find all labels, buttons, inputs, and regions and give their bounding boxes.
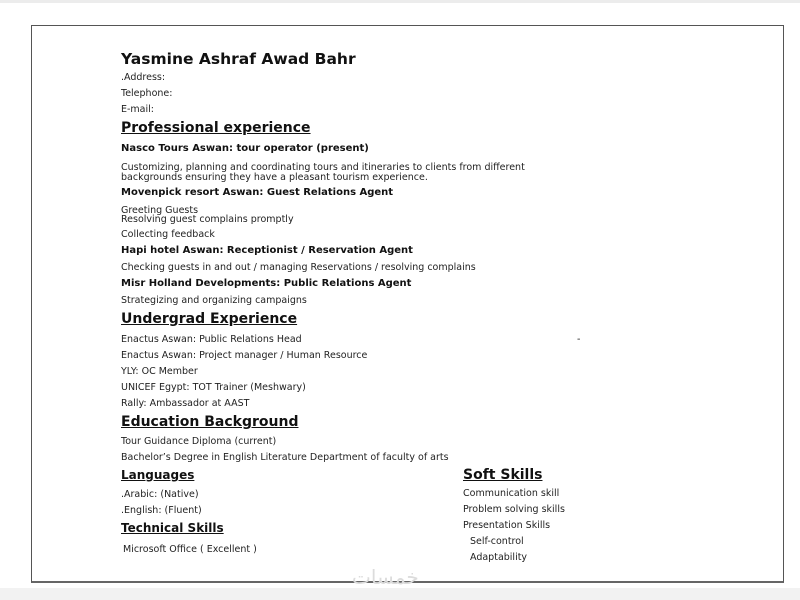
undergrad-item: Rally: Ambassador at AAST xyxy=(121,398,250,409)
dash-mark: - xyxy=(577,334,581,345)
undergrad-item: YLY: OC Member xyxy=(121,366,198,377)
soft-skill-item: Self-control xyxy=(470,536,524,547)
technical-item: Microsoft Office ( Excellent ) xyxy=(123,544,257,555)
job-title: Nasco Tours Aswan: tour operator (present) xyxy=(121,143,369,154)
bottom-band xyxy=(0,588,800,600)
job-line: Checking guests in and out / managing Reservations / resolving complains xyxy=(121,262,476,273)
watermark-logo: خمسات xyxy=(352,565,419,589)
undergrad-item: Enactus Aswan: Project manager / Human Resource xyxy=(121,350,368,361)
telephone-label: Telephone: xyxy=(121,88,173,99)
education-item: Bachelor’s Degree in English Literature Department of faculty of arts xyxy=(121,452,449,463)
job-line: Collecting feedback xyxy=(121,229,215,240)
job-title: Misr Holland Developments: Public Relations Agent xyxy=(121,278,412,289)
job-title: Movenpick resort Aswan: Guest Relations Agent xyxy=(121,187,394,198)
soft-skills-heading: Soft Skills xyxy=(463,467,543,483)
undergrad-heading: Undergrad Experience xyxy=(121,311,298,327)
undergrad-item: UNICEF Egypt: TOT Trainer (Meshwary) xyxy=(121,382,306,393)
job-line: backgrounds ensuring they have a pleasant tourism experience. xyxy=(121,172,428,183)
job-line: Strategizing and organizing campaigns xyxy=(121,295,307,306)
technical-heading: Technical Skills xyxy=(121,521,224,535)
professional-heading: Professional experience xyxy=(121,120,311,136)
soft-skill-item: Communication skill xyxy=(463,488,560,499)
soft-skill-item: Adaptability xyxy=(470,552,528,563)
job-line: Resolving guest complains promptly xyxy=(121,214,294,225)
soft-skill-item: Problem solving skills xyxy=(463,504,565,515)
top-band xyxy=(0,0,800,3)
job-title: Hapi hotel Aswan: Receptionist / Reservation Agent xyxy=(121,245,413,256)
address-label: .Address: xyxy=(121,72,166,83)
language-item: .English: (Fluent) xyxy=(121,505,202,516)
education-heading: Education Background xyxy=(121,414,299,430)
cv-name: Yasmine Ashraf Awad Bahr xyxy=(121,50,356,68)
job-line: Greeting Guests xyxy=(121,205,199,216)
soft-skill-item: Presentation Skills xyxy=(463,520,551,531)
languages-heading: Languages xyxy=(121,468,195,482)
education-item: Tour Guidance Diploma (current) xyxy=(121,436,277,447)
email-label: E-mail: xyxy=(121,104,154,115)
job-line: Customizing, planning and coordinating tours and itineraries to clients from different xyxy=(121,162,525,173)
language-item: .Arabic: (Native) xyxy=(121,489,199,500)
undergrad-item: Enactus Aswan: Public Relations Head xyxy=(121,334,302,345)
